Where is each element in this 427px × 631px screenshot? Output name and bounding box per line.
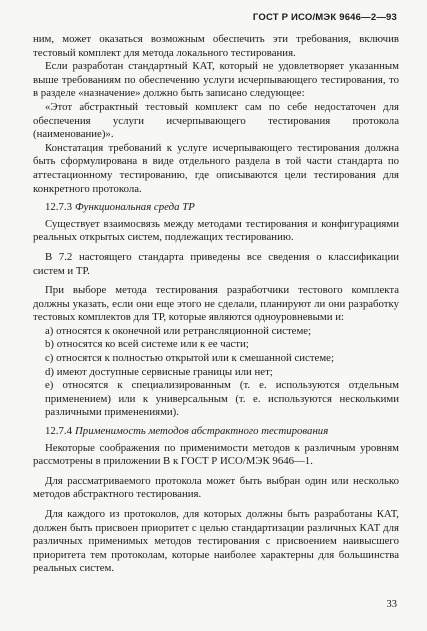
body-text [33,33,399,576]
section-heading [33,201,399,215]
section-number: 12.7.4 [45,425,72,438]
paragraph: Некоторые соображения по применимости методов к различным уровням рассмотрены в приложении В к ГОСТ Р ИСО/МЭК 9646—1. [33,441,399,468]
list-item: b) относятся ко всей системе или к ее части; [45,338,249,351]
list-item: d) имеют доступные сервисные границы или нет; [45,365,273,378]
paragraph: При выборе метода тестирования разработчики тестового комплекта должны указать, если они еще этого не сделали, планируют ли они разработку тестовых комплектов для ТР, которые являются одноуровневыми и: [33,284,399,324]
paragraph: Для рассматриваемого протокола может быть выбран один или несколько методов абстрактного тестирования. [33,474,399,501]
paragraph: «Этот абстрактный тестовый комплект сам по себе недостаточен для обеспечения услуги исчерпывающего тестирования протокола (наименование)». [33,100,399,141]
paragraph: ним, может оказаться возможным обеспечить эти требования, включив тестовый комплект для метода локального тестирования. [33,33,399,59]
section-number: 12.7.3 [45,201,72,214]
section-title: Применимость методов абстрактного тестирования [75,425,329,438]
standard-header: ГОСТ Р ИСО/МЭК 9646—2—93 [252,12,397,23]
paragraph: Констатация требований к услуге исчерпывающего тестирования должна быть сформулирована в виде отдельного раздела в той части стандарта по аттестационному тестированию, где описываются цели тестирования для конкретного протокола. [33,141,399,195]
list-item: а) относятся к оконечной или ретрансляционной системе; [45,324,312,337]
section-title: Функциональная среда ТР [75,201,195,214]
page-number: 33 [386,599,397,610]
paragraph: Существует взаимосвязь между методами тестирования и конфигурациями реальных открытых систем, подлежащих тестированию. [33,217,399,244]
list-item: с) относятся к полностью открытой или к смешанной системе; [45,352,334,365]
list-item: е) относятся к специализированным (т. е. используются отдельным применением) или к универсальным (т. е. используются несколькими различными применениями). [45,379,399,419]
section-heading [33,425,399,439]
paragraph: В 7.2 настоящего стандарта приведены все сведения о классификации систем и ТР. [33,250,399,277]
paragraph: Если разработан стандартный КАТ, который не удовлетворяет указанным выше требованиям по обеспечению услуги исчерпывающего тестирования, то в разделе «назначение» должно быть записано следующее: [33,60,399,100]
paragraph: Для каждого из протоколов, для которых должны быть разработаны КАТ, должен быть присвоен приоритет с целью стандартизации различных КАТ для различных применимых методов тестирования с присвоением наивысшего приоритета тем протоколам, которые наиболее характерны для большинства реальных систем. [33,508,399,575]
